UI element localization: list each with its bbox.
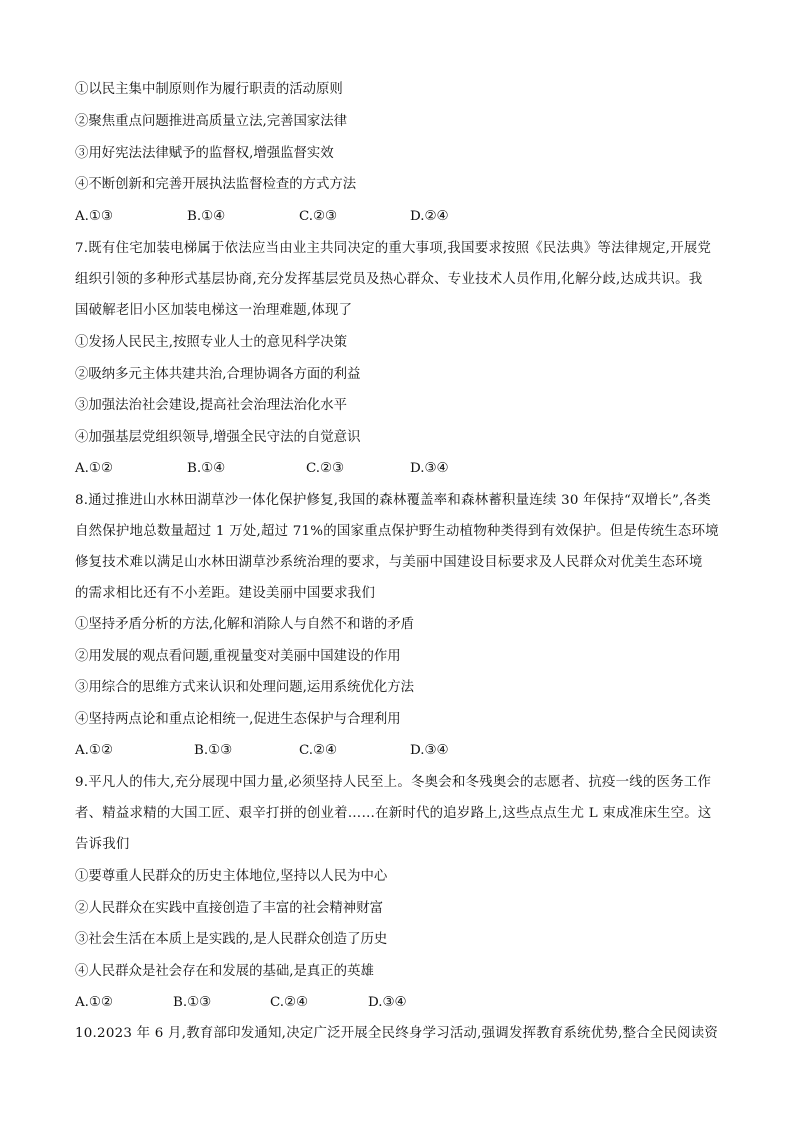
q7-stem-line-2: 组织引领的多种形式基层协商,充分发挥基层党员及热心群众、专业技术人员作用,化解分歧,达成共识。我: [75, 272, 703, 287]
q6-statement-1: ①以民主集中制原则作为履行职责的活动原则: [75, 82, 343, 97]
q6-statement-3: ③用好宪法法律赋予的监督权,增强监督实效: [75, 146, 334, 161]
q7-statement-2: ②吸纳多元主体共建共治,合理协调各方面的利益: [75, 367, 361, 382]
q7-stem-line-3: 国破解老旧小区加装电梯这一治理难题,体现了: [75, 303, 353, 318]
q6-statement-4: ④不断创新和完善开展执法监督检查的方式方法: [75, 177, 357, 192]
q8-option-d: D.③④: [410, 743, 449, 758]
q9-statement-4: ④人民群众是社会存在和发展的基础,是真正的英雄: [75, 964, 374, 979]
q9-statement-3: ③社会生活在本质上是实践的,是人民群众创造了历史: [75, 932, 388, 947]
q8-stem-line-2: 自然保护地总数量超过 1 万处,超过 71%的国家重点保护野生动植物种类得到有效保护。但是传统生态环境: [75, 524, 719, 539]
q8-statement-1: ①坚持矛盾分析的方法,化解和消除人与自然不和谐的矛盾: [75, 617, 415, 632]
q8-option-a: A.①②: [75, 743, 113, 758]
q9-option-a: A.①②: [75, 995, 113, 1010]
q7-option-a: A.①②: [75, 461, 113, 476]
q6-option-c: C.②③: [299, 209, 338, 224]
q8-option-b: B.①③: [194, 743, 233, 758]
q9-option-b: B.①③: [173, 995, 212, 1010]
q7-option-d: D.③④: [410, 461, 449, 476]
q8-option-c: C.②④: [299, 743, 338, 758]
q7-stem-line-1: 7.既有住宅加装电梯属于依法应当由业主共同决定的重大事项,我国要求按照《民法典》等法律规定,开展党: [75, 241, 712, 256]
q9-option-c: C.②④: [270, 995, 309, 1010]
q9-statement-2: ②人民群众在实践中直接创造了丰富的社会精神财富: [75, 901, 383, 916]
q8-stem-line-1: 8.通过推进山水林田湖草沙一体化保护修复,我国的森林覆盖率和森林蓄积量连续 30 年保持“双增长”,各类: [75, 493, 711, 508]
q9-stem-line-2: 者、精益求精的大国工匠、艰辛打拼的创业着……在新时代的追岁路上,这些点点生尤 L 束成准床生空。这: [75, 806, 712, 821]
q10-stem-line-1: 10.2023 年 6 月,教育部印发通知,决定广泛开展全民终身学习活动,强调发挥教育系统优势,整合全民阅读资: [75, 1026, 719, 1041]
q8-statement-3: ③用综合的思维方式来认识和处理问题,运用系统优化方法: [75, 680, 415, 695]
q8-stem-line-3: 修复技术难以满足山水林田湖草沙系统治理的要求，与美丽中国建设目标要求及人民群众对优美生态环境: [75, 555, 703, 570]
q7-statement-3: ③加强法治社会建设,提高社会治理法治化水平: [75, 398, 348, 413]
q9-statement-1: ①要尊重人民群众的历史主体地位,坚持以人民为中心: [75, 869, 388, 884]
q7-option-c: C.②③: [306, 461, 345, 476]
q9-stem-line-3: 告诉我们: [75, 837, 130, 852]
q8-statement-4: ④坚持两点论和重点论相统一,促进生态保护与合理利用: [75, 712, 401, 727]
q8-stem-line-4: 的需求相比还有不小差距。建设美丽中国要求我们: [75, 586, 376, 601]
q7-statement-1: ①发扬人民民主,按照专业人士的意见科学决策: [75, 335, 348, 350]
q6-statement-2: ②聚焦重点问题推进高质量立法,完善国家法律: [75, 114, 348, 129]
q9-option-d: D.③④: [368, 995, 407, 1010]
q6-option-d: D.②④: [410, 209, 449, 224]
q6-option-a: A.①③: [75, 209, 113, 224]
q7-statement-4: ④加强基层党组织领导,增强全民守法的自觉意识: [75, 430, 361, 445]
q6-option-b: B.①④: [187, 209, 226, 224]
q9-stem-line-1: 9.平凡人的伟大,充分展现中国力量,必须坚持人民至上。冬奥会和冬残奥会的志愿者、抗疫一线的医务工作: [75, 775, 712, 790]
q7-option-b: B.①④: [187, 461, 226, 476]
q8-statement-2: ②用发展的观点看问题,重视量变对美丽中国建设的作用: [75, 649, 401, 664]
